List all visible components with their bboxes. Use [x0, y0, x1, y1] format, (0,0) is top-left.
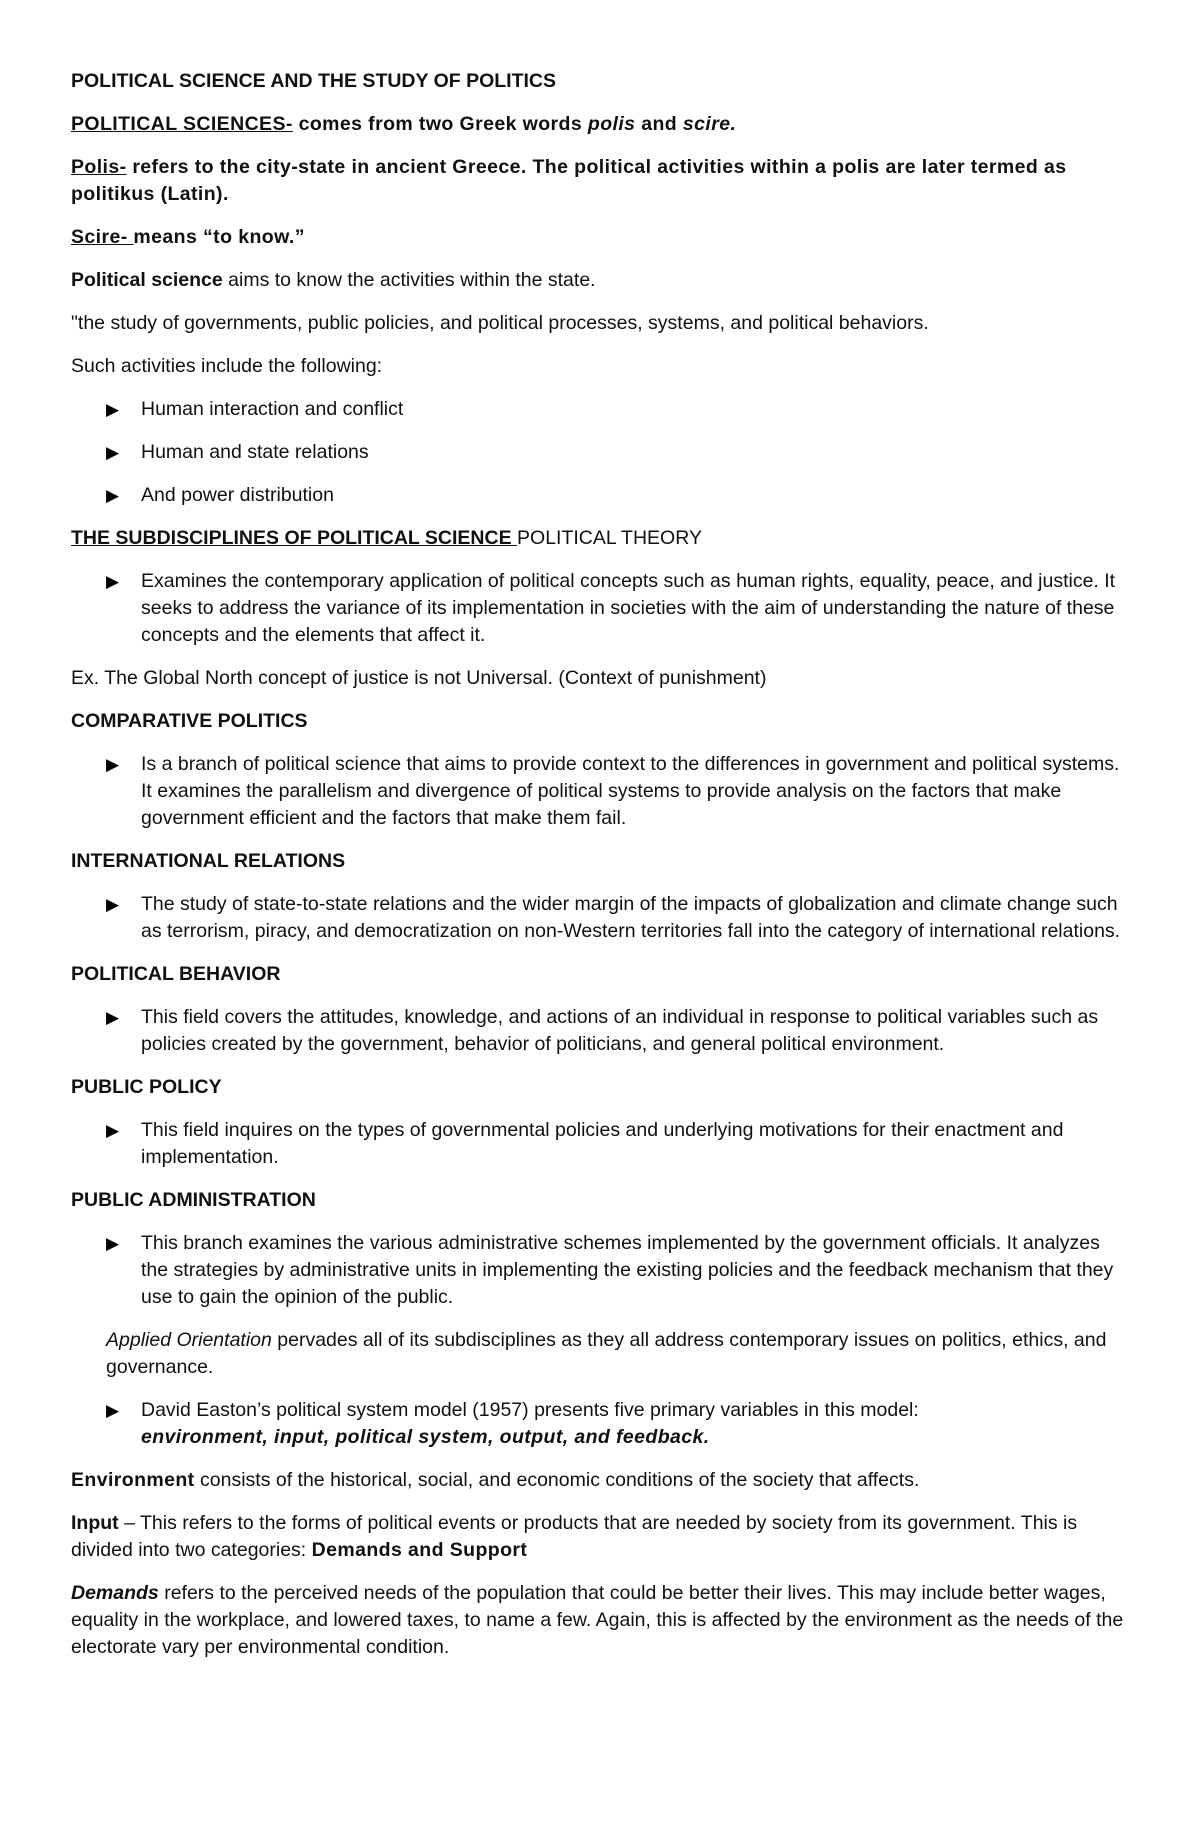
environment-text: consists of the historical, social, and economic conditions of the society that affects.	[194, 1469, 920, 1491]
activity-text: And power distribution	[141, 484, 334, 506]
section-heading: POLITICAL BEHAVIOR	[71, 963, 281, 985]
scire-text: means “to know.”	[133, 226, 305, 248]
applied-orientation-text: pervades all of its subdisciplines as they all address contemporary issues on politics, ethics, and governance.	[106, 1329, 1107, 1378]
political-sciences-definition	[71, 111, 1130, 138]
bullet-arrow-icon: ▶	[106, 1401, 120, 1420]
aim-text: aims to know the activities within the state.	[222, 269, 596, 291]
bullet-arrow-icon: ▶	[106, 443, 120, 462]
bullet-arrow-icon: ▶	[106, 755, 120, 774]
political-sciences-term: POLITICAL SCIENCES-	[71, 113, 293, 135]
scire-definition	[71, 224, 1130, 251]
polis-term: Polis-	[71, 156, 127, 178]
easton-model	[141, 1397, 1130, 1451]
political-theory-label: POLITICAL THEORY	[517, 527, 702, 549]
list-item	[71, 891, 1130, 945]
polis-definition	[71, 154, 1130, 208]
input-categories: Demands and Support	[311, 1539, 528, 1561]
bullet-arrow-icon: ▶	[106, 1008, 120, 1027]
section-heading: PUBLIC POLICY	[71, 1076, 222, 1098]
activity-text: Human and state relations	[141, 441, 369, 463]
document-title: POLITICAL SCIENCE AND THE STUDY OF POLITICS	[71, 70, 557, 92]
political-theory-text: Examines the contemporary application of political concepts such as human rights, equality, peace, and justice. It seeks to address the variance of its implementation in societies with the aim of understanding the nature of these concepts and the elements that affect it.	[141, 570, 1116, 646]
bullet-arrow-icon: ▶	[106, 400, 120, 419]
study-quote: "the study of governments, public policies, and political processes, systems, and political behaviors.	[71, 312, 929, 334]
bullet-arrow-icon: ▶	[106, 1234, 120, 1253]
political-behavior-text: This field covers the attitudes, knowledge, and actions of an individual in response to political variables such as policies created by the government, behavior of politicians, and general political environment.	[141, 1006, 1099, 1055]
list-item	[71, 482, 1130, 509]
word-scire: scire.	[682, 113, 737, 135]
comparative-politics-text: Is a branch of political science that aims to provide context to the differences in government and political systems. It examines the parallelism and divergence of political systems to provide analysis on the factors that make government efficient and the factors that make them fail.	[141, 753, 1120, 829]
public-policy-text: This field inquires on the types of governmental policies and underlying motivations for their enactment and implementation.	[141, 1119, 1064, 1168]
word-and: and	[635, 113, 683, 135]
applied-orientation-term: Applied Orientation	[106, 1329, 272, 1351]
demands-text: refers to the perceived needs of the population that could be better their lives. This may include better wages, equality in the workplace, and lowered taxes, to name a few. Again, this is affected by the environment as the needs of the electorate vary per environmental condition.	[71, 1582, 1124, 1658]
list-item	[71, 1117, 1130, 1171]
subdisciplines-title: THE SUBDISCIPLINES OF POLITICAL SCIENCE	[71, 527, 518, 549]
list-item	[71, 568, 1130, 649]
public-administration-text: This branch examines the various administrative schemes implemented by the government officials. It analyzes the strategies by administrative units in implementing the existing policies and the feedback mechanism that they use to gain the opinion of the public.	[141, 1232, 1114, 1308]
list-item	[71, 439, 1130, 466]
easton-variables: environment, input, political system, output, and feedback.	[141, 1426, 710, 1448]
bullet-arrow-icon: ▶	[106, 486, 120, 505]
activities-intro: Such activities include the following:	[71, 355, 383, 377]
bullet-arrow-icon: ▶	[106, 572, 120, 591]
aim-term: Political science	[71, 269, 223, 291]
environment-term: Environment	[71, 1469, 195, 1491]
list-item	[71, 751, 1130, 832]
political-sciences-text: comes from two Greek words	[292, 113, 588, 135]
demands-definition	[71, 1580, 1130, 1661]
list-item	[71, 1230, 1130, 1311]
word-polis: polis	[587, 113, 636, 135]
environment-definition	[71, 1467, 1130, 1494]
activity-text: Human interaction and conflict	[141, 398, 404, 420]
bullet-arrow-icon: ▶	[106, 895, 120, 914]
easton-text: David Easton’s political system model (1957) presents five primary variables in this model:	[141, 1399, 919, 1421]
scire-term: Scire-	[71, 226, 134, 248]
input-text: – This refers to the forms of political events or products that are needed by society from its government. This is divided into two categories:	[71, 1512, 1078, 1561]
input-term: Input	[71, 1512, 119, 1534]
justice-example: Ex. The Global North concept of justice is not Universal. (Context of punishment)	[71, 667, 767, 689]
applied-orientation	[71, 1327, 1130, 1381]
list-item	[71, 1397, 1130, 1451]
political-science-aim	[71, 267, 1130, 294]
demands-term: Demands	[71, 1582, 159, 1604]
international-relations-text: The study of state-to-state relations and the wider margin of the impacts of globalization and climate change such as terrorism, piracy, and democratization on non-Western territories fall into the category of international relations.	[141, 893, 1121, 942]
section-heading: COMPARATIVE POLITICS	[71, 710, 308, 732]
section-heading: INTERNATIONAL RELATIONS	[71, 850, 346, 872]
subdisciplines-heading	[71, 525, 1130, 552]
list-item	[71, 396, 1130, 423]
bullet-arrow-icon: ▶	[106, 1121, 120, 1140]
list-item	[71, 1004, 1130, 1058]
input-definition	[71, 1510, 1130, 1564]
polis-text: refers to the city-state in ancient Greece. The political activities within a polis are later termed as politikus (Latin).	[71, 156, 1067, 205]
section-heading: PUBLIC ADMINISTRATION	[71, 1189, 316, 1211]
